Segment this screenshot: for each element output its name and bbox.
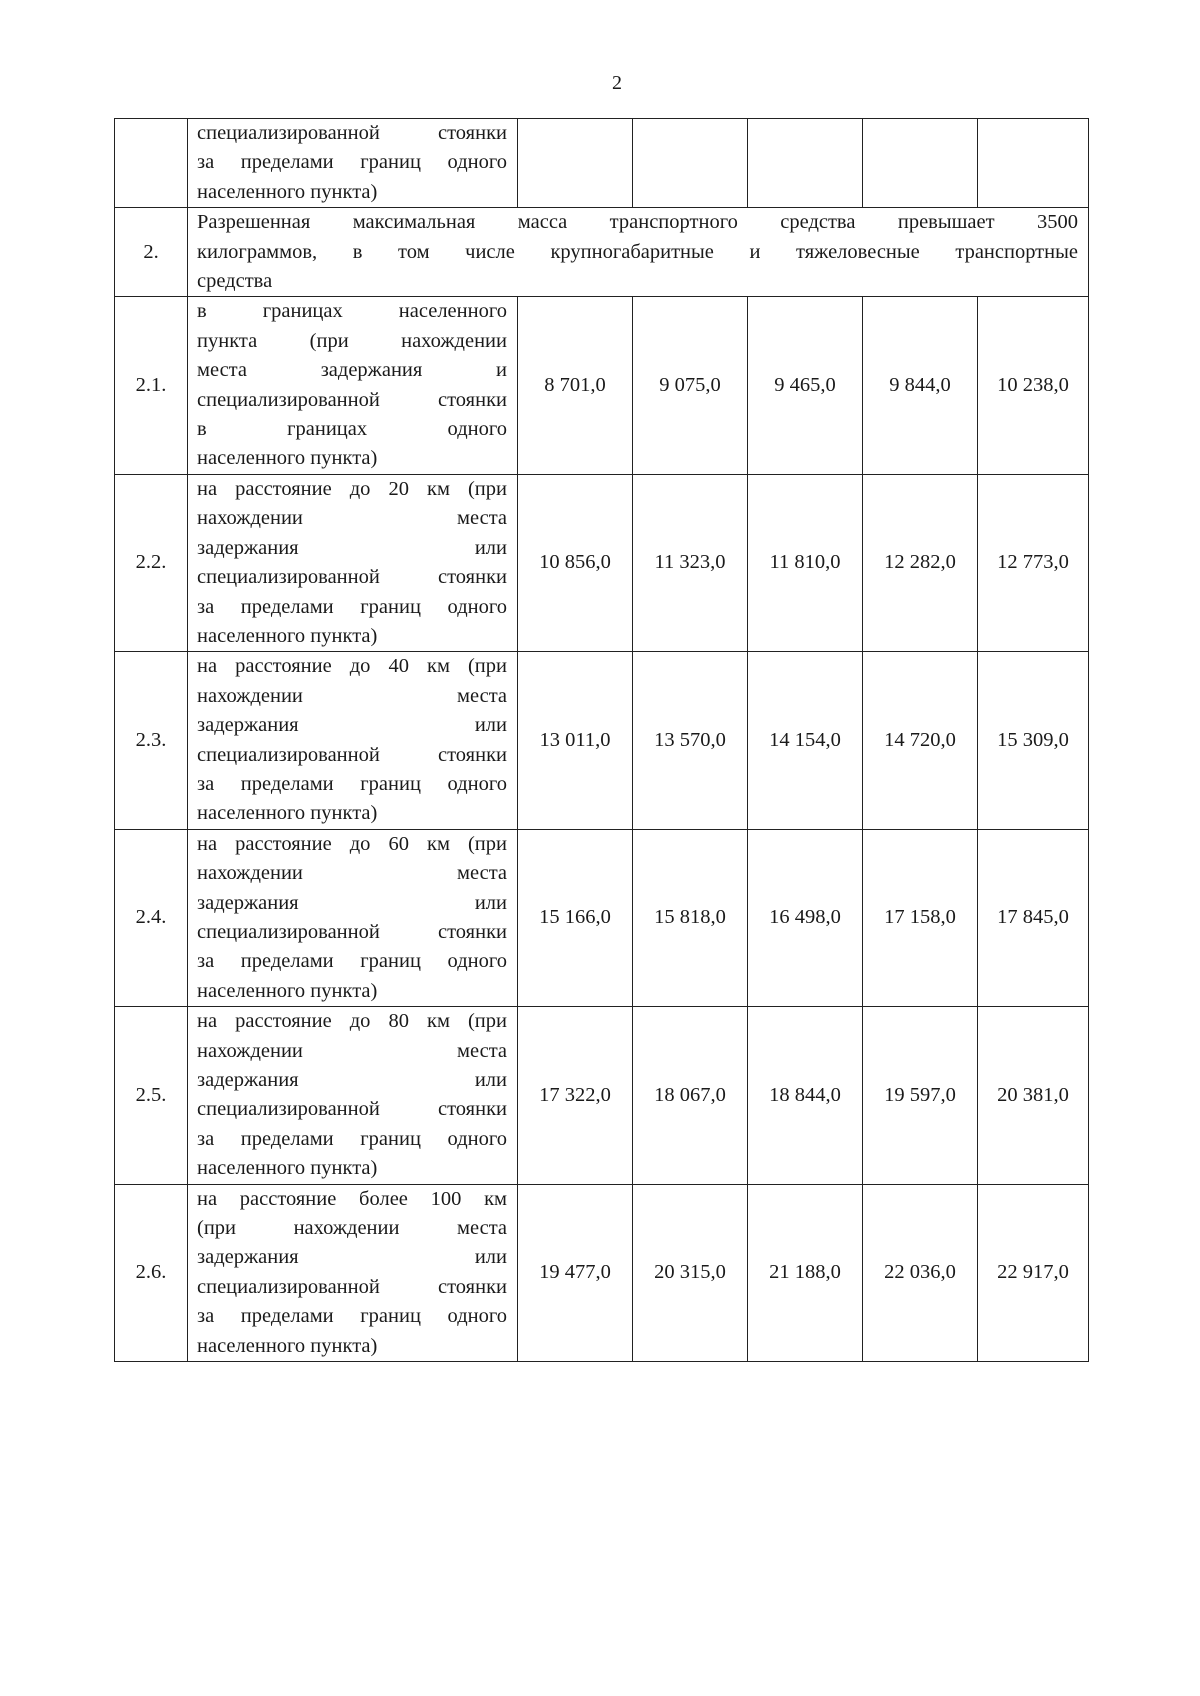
description-line: в границах одного: [197, 418, 507, 441]
value-cell-empty: [863, 119, 978, 208]
value-cell: 13 570,0: [633, 652, 748, 829]
description-line: населенного пункта): [197, 1157, 378, 1180]
value-cell: 8 701,0: [518, 297, 633, 474]
description-line: населенного пункта): [197, 1334, 378, 1357]
table-row: [115, 297, 1089, 474]
description-line: населенного пункта): [197, 624, 378, 647]
description-line: на расстояние до 20 км (при: [197, 477, 507, 500]
row-description: [188, 652, 518, 829]
description-line: килограммов, в том числе крупногабаритные и тяжеловесные транспортные: [197, 240, 1078, 263]
description-line: на расстояние до 40 км (при: [197, 655, 507, 678]
value-cell: 17 322,0: [518, 1007, 633, 1184]
description-line: в границах населенного: [197, 300, 507, 323]
table-row: [115, 474, 1089, 651]
value-cell-empty: [748, 119, 863, 208]
table-body: [115, 119, 1089, 1362]
value-cell: 9 465,0: [748, 297, 863, 474]
row-description: [188, 119, 518, 208]
description-line: специализированной стоянки: [197, 743, 507, 766]
value-cell: 21 188,0: [748, 1184, 863, 1361]
description-line: специализированной стоянки: [197, 920, 507, 943]
description-line: пункта (при нахождении: [197, 329, 507, 352]
value-cell: 10 238,0: [978, 297, 1089, 474]
row-description: [188, 1184, 518, 1361]
description-line: специализированной стоянки: [197, 122, 507, 144]
value-cell: 10 856,0: [518, 474, 633, 651]
description-line: специализированной стоянки: [197, 1098, 507, 1121]
table-row: [115, 652, 1089, 829]
description-line: Разрешенная максимальная масса транспортного средства превышает 3500: [197, 211, 1078, 234]
value-cell: 12 282,0: [863, 474, 978, 651]
value-cell: 12 773,0: [978, 474, 1089, 651]
row-number: 2.6.: [115, 1184, 188, 1361]
value-cell: 16 498,0: [748, 829, 863, 1006]
table-row: [115, 1184, 1089, 1361]
description-line: нахождении места: [197, 507, 507, 530]
row-description: [188, 297, 518, 474]
description-line: за пределами границ одного: [197, 151, 507, 174]
value-cell: 14 154,0: [748, 652, 863, 829]
description-line: задержания или: [197, 714, 507, 737]
value-cell: 11 323,0: [633, 474, 748, 651]
description-line: за пределами границ одного: [197, 950, 507, 973]
description-line: средства: [197, 270, 273, 293]
description-line: задержания или: [197, 536, 507, 559]
description-line: нахождении места: [197, 684, 507, 707]
value-cell-empty: [978, 119, 1089, 208]
table-row: [115, 829, 1089, 1006]
value-cell: 15 166,0: [518, 829, 633, 1006]
row-description: [188, 829, 518, 1006]
section-number: 2.: [115, 208, 188, 297]
description-line: задержания или: [197, 1246, 507, 1269]
description-line: населенного пункта): [197, 802, 378, 825]
description-line: специализированной стоянки: [197, 388, 507, 411]
value-cell: 11 810,0: [748, 474, 863, 651]
value-cell: 17 845,0: [978, 829, 1089, 1006]
value-cell: 19 597,0: [863, 1007, 978, 1184]
value-cell: 18 844,0: [748, 1007, 863, 1184]
tariff-table: [114, 118, 1089, 1362]
description-line: специализированной стоянки: [197, 566, 507, 589]
description-line: специализированной стоянки: [197, 1275, 507, 1298]
value-cell: 20 315,0: [633, 1184, 748, 1361]
table-row-continued: [115, 119, 1089, 208]
row-number: 2.4.: [115, 829, 188, 1006]
row-description: [188, 474, 518, 651]
description-line: нахождении места: [197, 862, 507, 885]
description-line: за пределами границ одного: [197, 1305, 507, 1328]
description-line: места задержания и: [197, 359, 507, 382]
row-number: [115, 119, 188, 208]
value-cell: 17 158,0: [863, 829, 978, 1006]
section-description: [188, 208, 1089, 297]
table-row: [115, 1007, 1089, 1184]
value-cell: 22 036,0: [863, 1184, 978, 1361]
description-line: нахождении места: [197, 1039, 507, 1062]
description-line: на расстояние до 80 км (при: [197, 1010, 507, 1033]
value-cell: 15 309,0: [978, 652, 1089, 829]
value-cell: 9 844,0: [863, 297, 978, 474]
value-cell: 9 075,0: [633, 297, 748, 474]
row-number: 2.1.: [115, 297, 188, 474]
value-cell: 20 381,0: [978, 1007, 1089, 1184]
value-cell: 15 818,0: [633, 829, 748, 1006]
description-line: за пределами границ одного: [197, 595, 507, 618]
description-line: (при нахождении места: [197, 1217, 507, 1240]
description-line: населенного пункта): [197, 180, 378, 203]
value-cell: 19 477,0: [518, 1184, 633, 1361]
description-line: на расстояние более 100 км: [197, 1187, 507, 1210]
value-cell-empty: [518, 119, 633, 208]
description-line: задержания или: [197, 891, 507, 914]
table-row-section: [115, 208, 1089, 297]
description-line: населенного пункта): [197, 447, 378, 470]
value-cell: 18 067,0: [633, 1007, 748, 1184]
description-line: задержания или: [197, 1069, 507, 1091]
row-description: [188, 1007, 518, 1184]
row-number: 2.3.: [115, 652, 188, 829]
value-cell: 14 720,0: [863, 652, 978, 829]
value-cell-empty: [633, 119, 748, 208]
description-line: за пределами границ одного: [197, 772, 507, 795]
value-cell: 13 011,0: [518, 652, 633, 829]
description-line: населенного пункта): [197, 979, 378, 1002]
value-cell: 22 917,0: [978, 1184, 1089, 1361]
description-line: за пределами границ одного: [197, 1127, 507, 1150]
page-number: 2: [612, 72, 622, 94]
row-number: 2.5.: [115, 1007, 188, 1184]
row-number: 2.2.: [115, 474, 188, 651]
description-line: на расстояние до 60 км (при: [197, 832, 507, 855]
